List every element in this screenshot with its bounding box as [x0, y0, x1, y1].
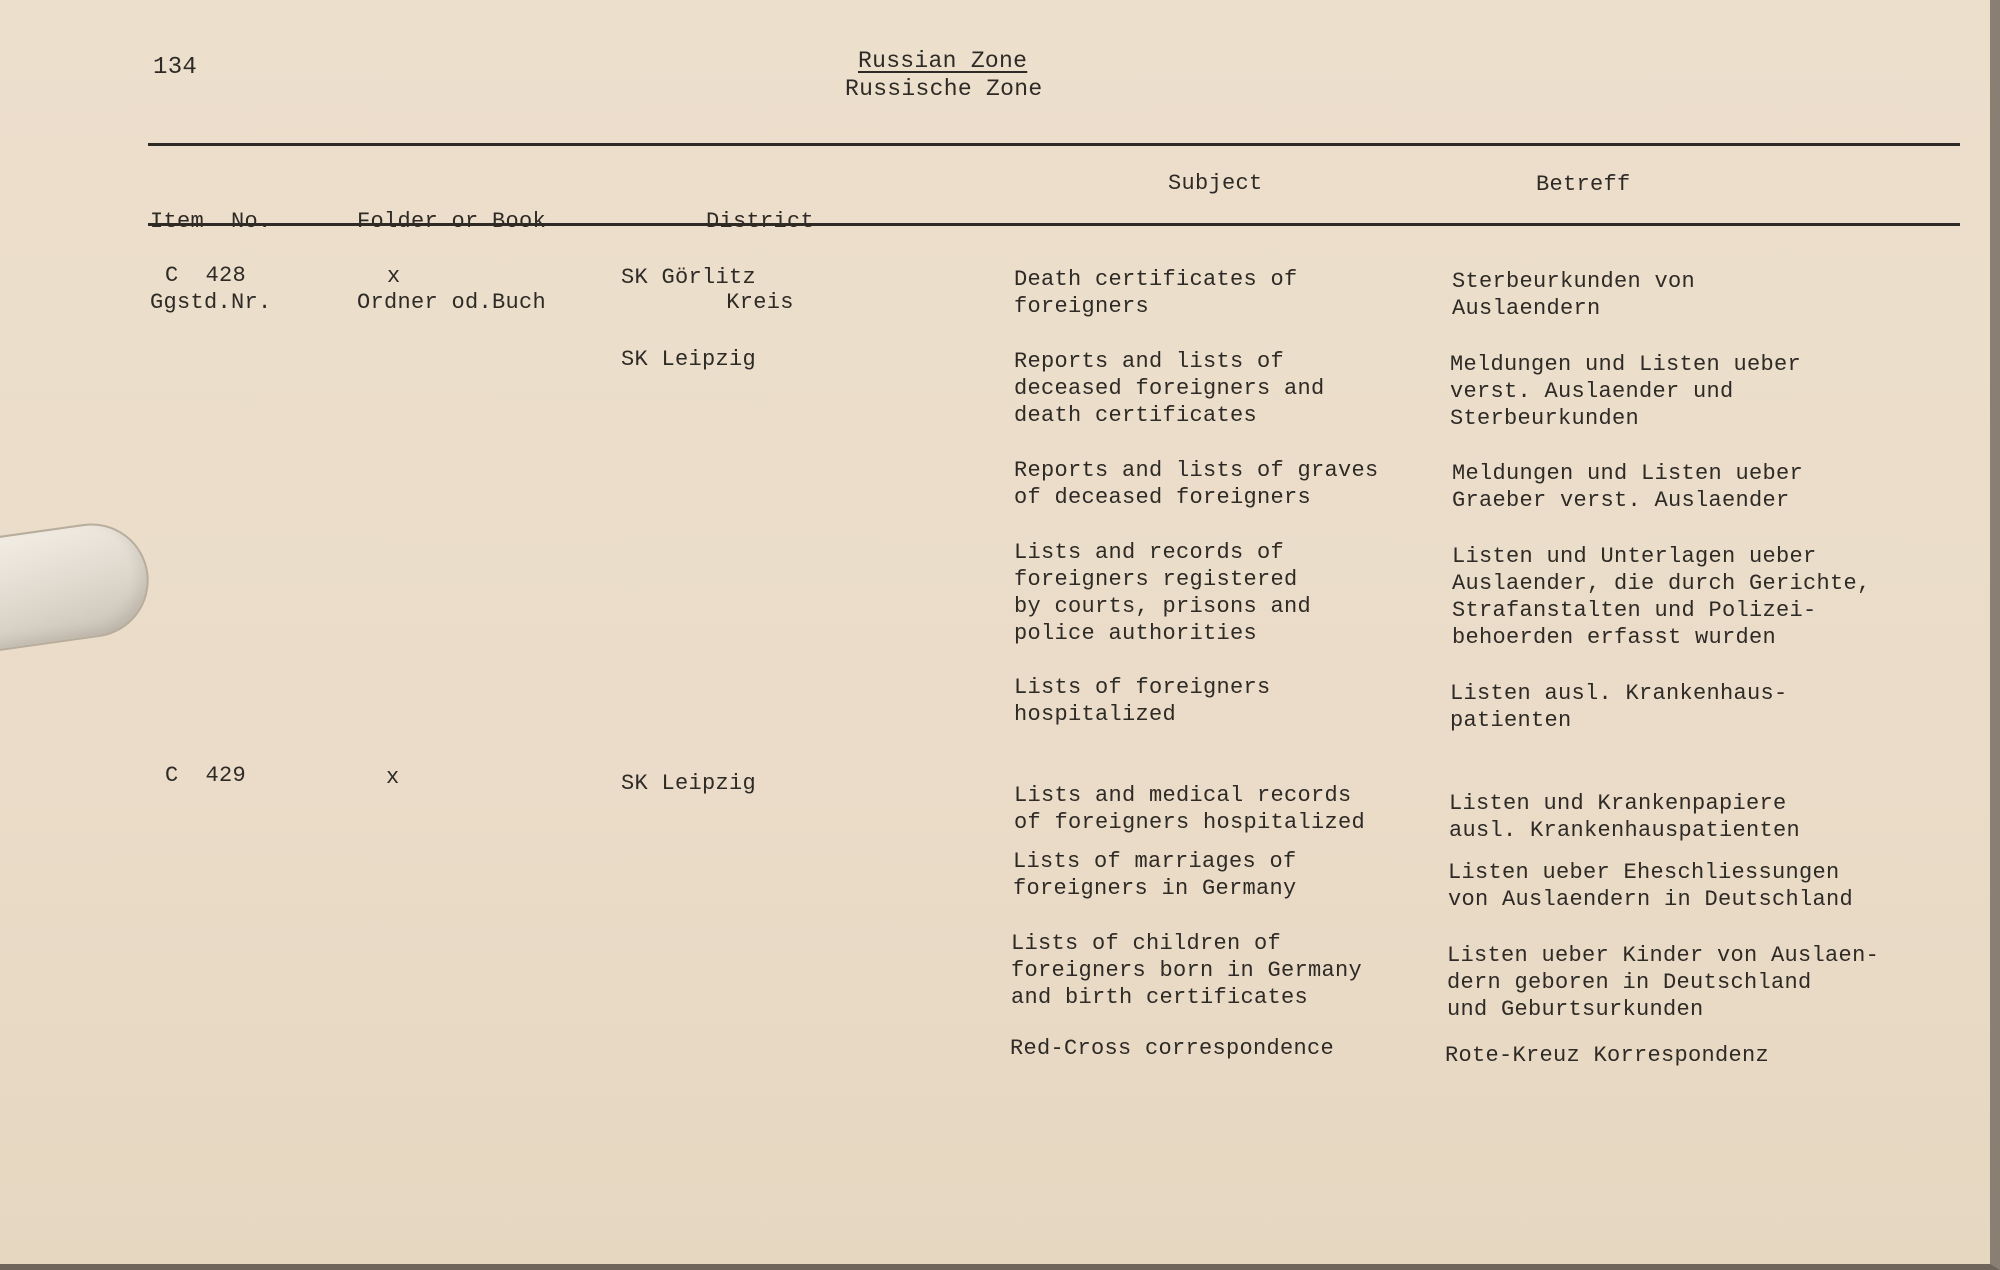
subject-cell: Lists of foreigners hospitalized	[1014, 675, 1271, 727]
betreff-cell: Sterbeurkunden von Auslaendern	[1452, 269, 1696, 321]
subject-cell: Reports and lists of graves of deceased foreigners	[1014, 458, 1379, 510]
betreff-cell: Listen und Unterlagen ueber Auslaender, die durch Gerichte, Strafanstalten und Polizei- behoerden erfasst wurden	[1452, 544, 1871, 650]
column-header-item-de: Ggstd.Nr.	[150, 290, 272, 315]
subject-cell: Death certificates of foreigners	[1014, 267, 1298, 319]
column-header-folder	[357, 154, 546, 370]
page-number: 134	[153, 54, 198, 81]
thumb-overlay	[0, 516, 156, 654]
folder-mark: x	[387, 264, 401, 289]
column-header-folder-en: Folder or Book	[357, 209, 547, 234]
subject-cell: Reports and lists of deceased foreigners and death certificates	[1014, 349, 1325, 428]
betreff-cell: Listen ausl. Krankenhaus- patienten	[1450, 681, 1788, 733]
subject-cell: Lists and medical records of foreigners hospitalized	[1014, 783, 1366, 835]
item-number: C 429	[165, 763, 247, 788]
header-top-rule	[148, 143, 1960, 146]
betreff-cell: Listen ueber Eheschliessungen von Auslaendern in Deutschland	[1448, 860, 1854, 912]
subject-cell: Lists of marriages of foreigners in Germany	[1013, 849, 1297, 901]
column-header-district-en: District	[706, 209, 815, 234]
district-cell: SK Leipzig	[621, 347, 757, 372]
zone-title-en: Russian Zone	[858, 48, 1028, 74]
folder-mark: x	[386, 765, 400, 790]
column-header-district	[706, 154, 814, 370]
betreff-cell: Meldungen und Listen ueber Graeber verst. Auslaender	[1452, 461, 1804, 513]
district-cell: SK Görlitz	[621, 265, 757, 290]
column-header-betreff: Betreff	[1536, 172, 1631, 197]
betreff-cell: Rote-Kreuz Korrespondenz	[1445, 1043, 1770, 1068]
betreff-cell: Meldungen und Listen ueber verst. Auslaender und Sterbeurkunden	[1450, 352, 1802, 431]
item-number: C 428	[165, 263, 247, 288]
column-header-folder-de: Ordner od.Buch	[357, 290, 547, 315]
column-header-item-en: Item No.	[150, 209, 272, 234]
betreff-cell: Listen und Krankenpapiere ausl. Krankenhauspatienten	[1449, 791, 1801, 843]
subject-cell: Lists and records of foreigners registered by courts, prisons and police authorities	[1014, 540, 1312, 646]
district-cell: SK Leipzig	[621, 771, 757, 796]
subject-cell: Red-Cross correspondence	[1010, 1036, 1335, 1061]
column-header-subject: Subject	[1168, 171, 1263, 196]
zone-title-de: Russische Zone	[845, 76, 1043, 102]
betreff-cell: Listen ueber Kinder von Auslaen- dern geboren in Deutschland und Geburtsurkunden	[1447, 943, 1880, 1022]
subject-cell: Lists of children of foreigners born in Germany and birth certificates	[1011, 931, 1363, 1010]
column-header-district-de: Kreis	[726, 290, 794, 315]
